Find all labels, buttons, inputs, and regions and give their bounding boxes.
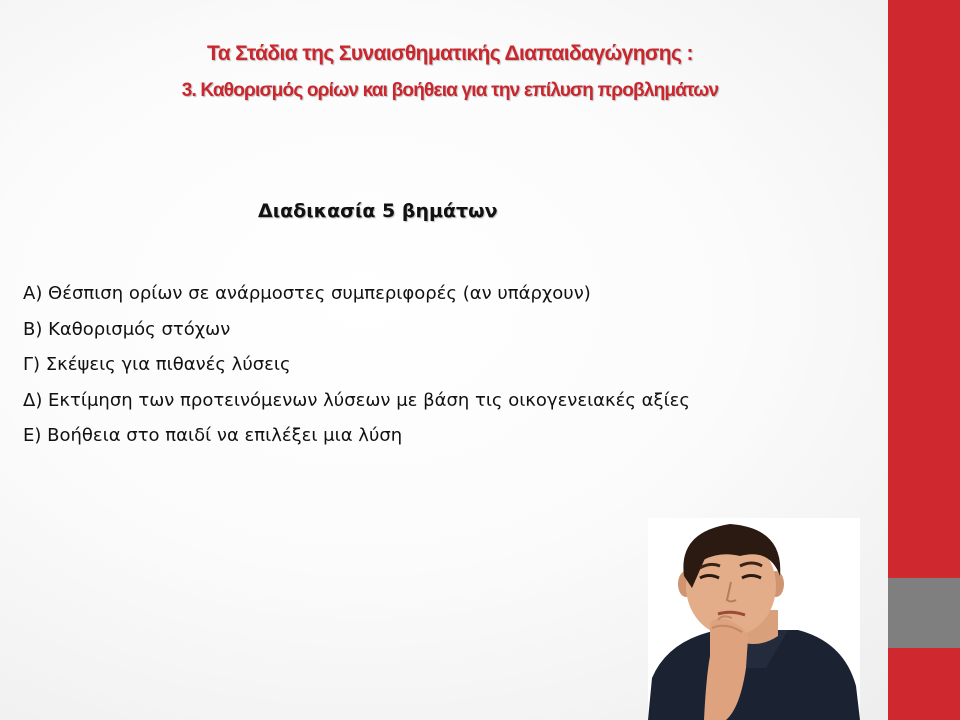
step-item-a: Α) Θέσπιση ορίων σε ανάρμοστες συμπεριφορές (αν υπάρχουν) — [23, 283, 591, 304]
steps-list — [23, 276, 690, 454]
step-item-e: Ε) Βοήθεια στο παιδί να επιλέξει μια λύση — [23, 425, 403, 446]
slide-title-line2: 3. Καθορισμός ορίων και βοήθεια για την επίλυση προβλημάτων — [181, 80, 719, 101]
step-item-d: Δ) Εκτίμηση των προτεινόμενων λύσεων με βάση τις οικογενειακές αξίες — [23, 389, 690, 411]
side-band-red-bottom — [888, 648, 960, 720]
step-item-c: Γ) Σκέψεις για πιθανές λύσεις — [23, 354, 291, 375]
thinking-boy-illustration — [648, 518, 860, 720]
thinking-boy-photo — [648, 518, 860, 720]
subtitle: Διαδικασία 5 βημάτων — [258, 200, 498, 222]
step-item-b: Β) Καθορισμός στόχων — [23, 318, 231, 340]
side-band-gray — [888, 578, 960, 648]
slide-title-line1: Τα Στάδια της Συναισθηματικής Διαπαιδαγώγησης : — [207, 42, 693, 65]
